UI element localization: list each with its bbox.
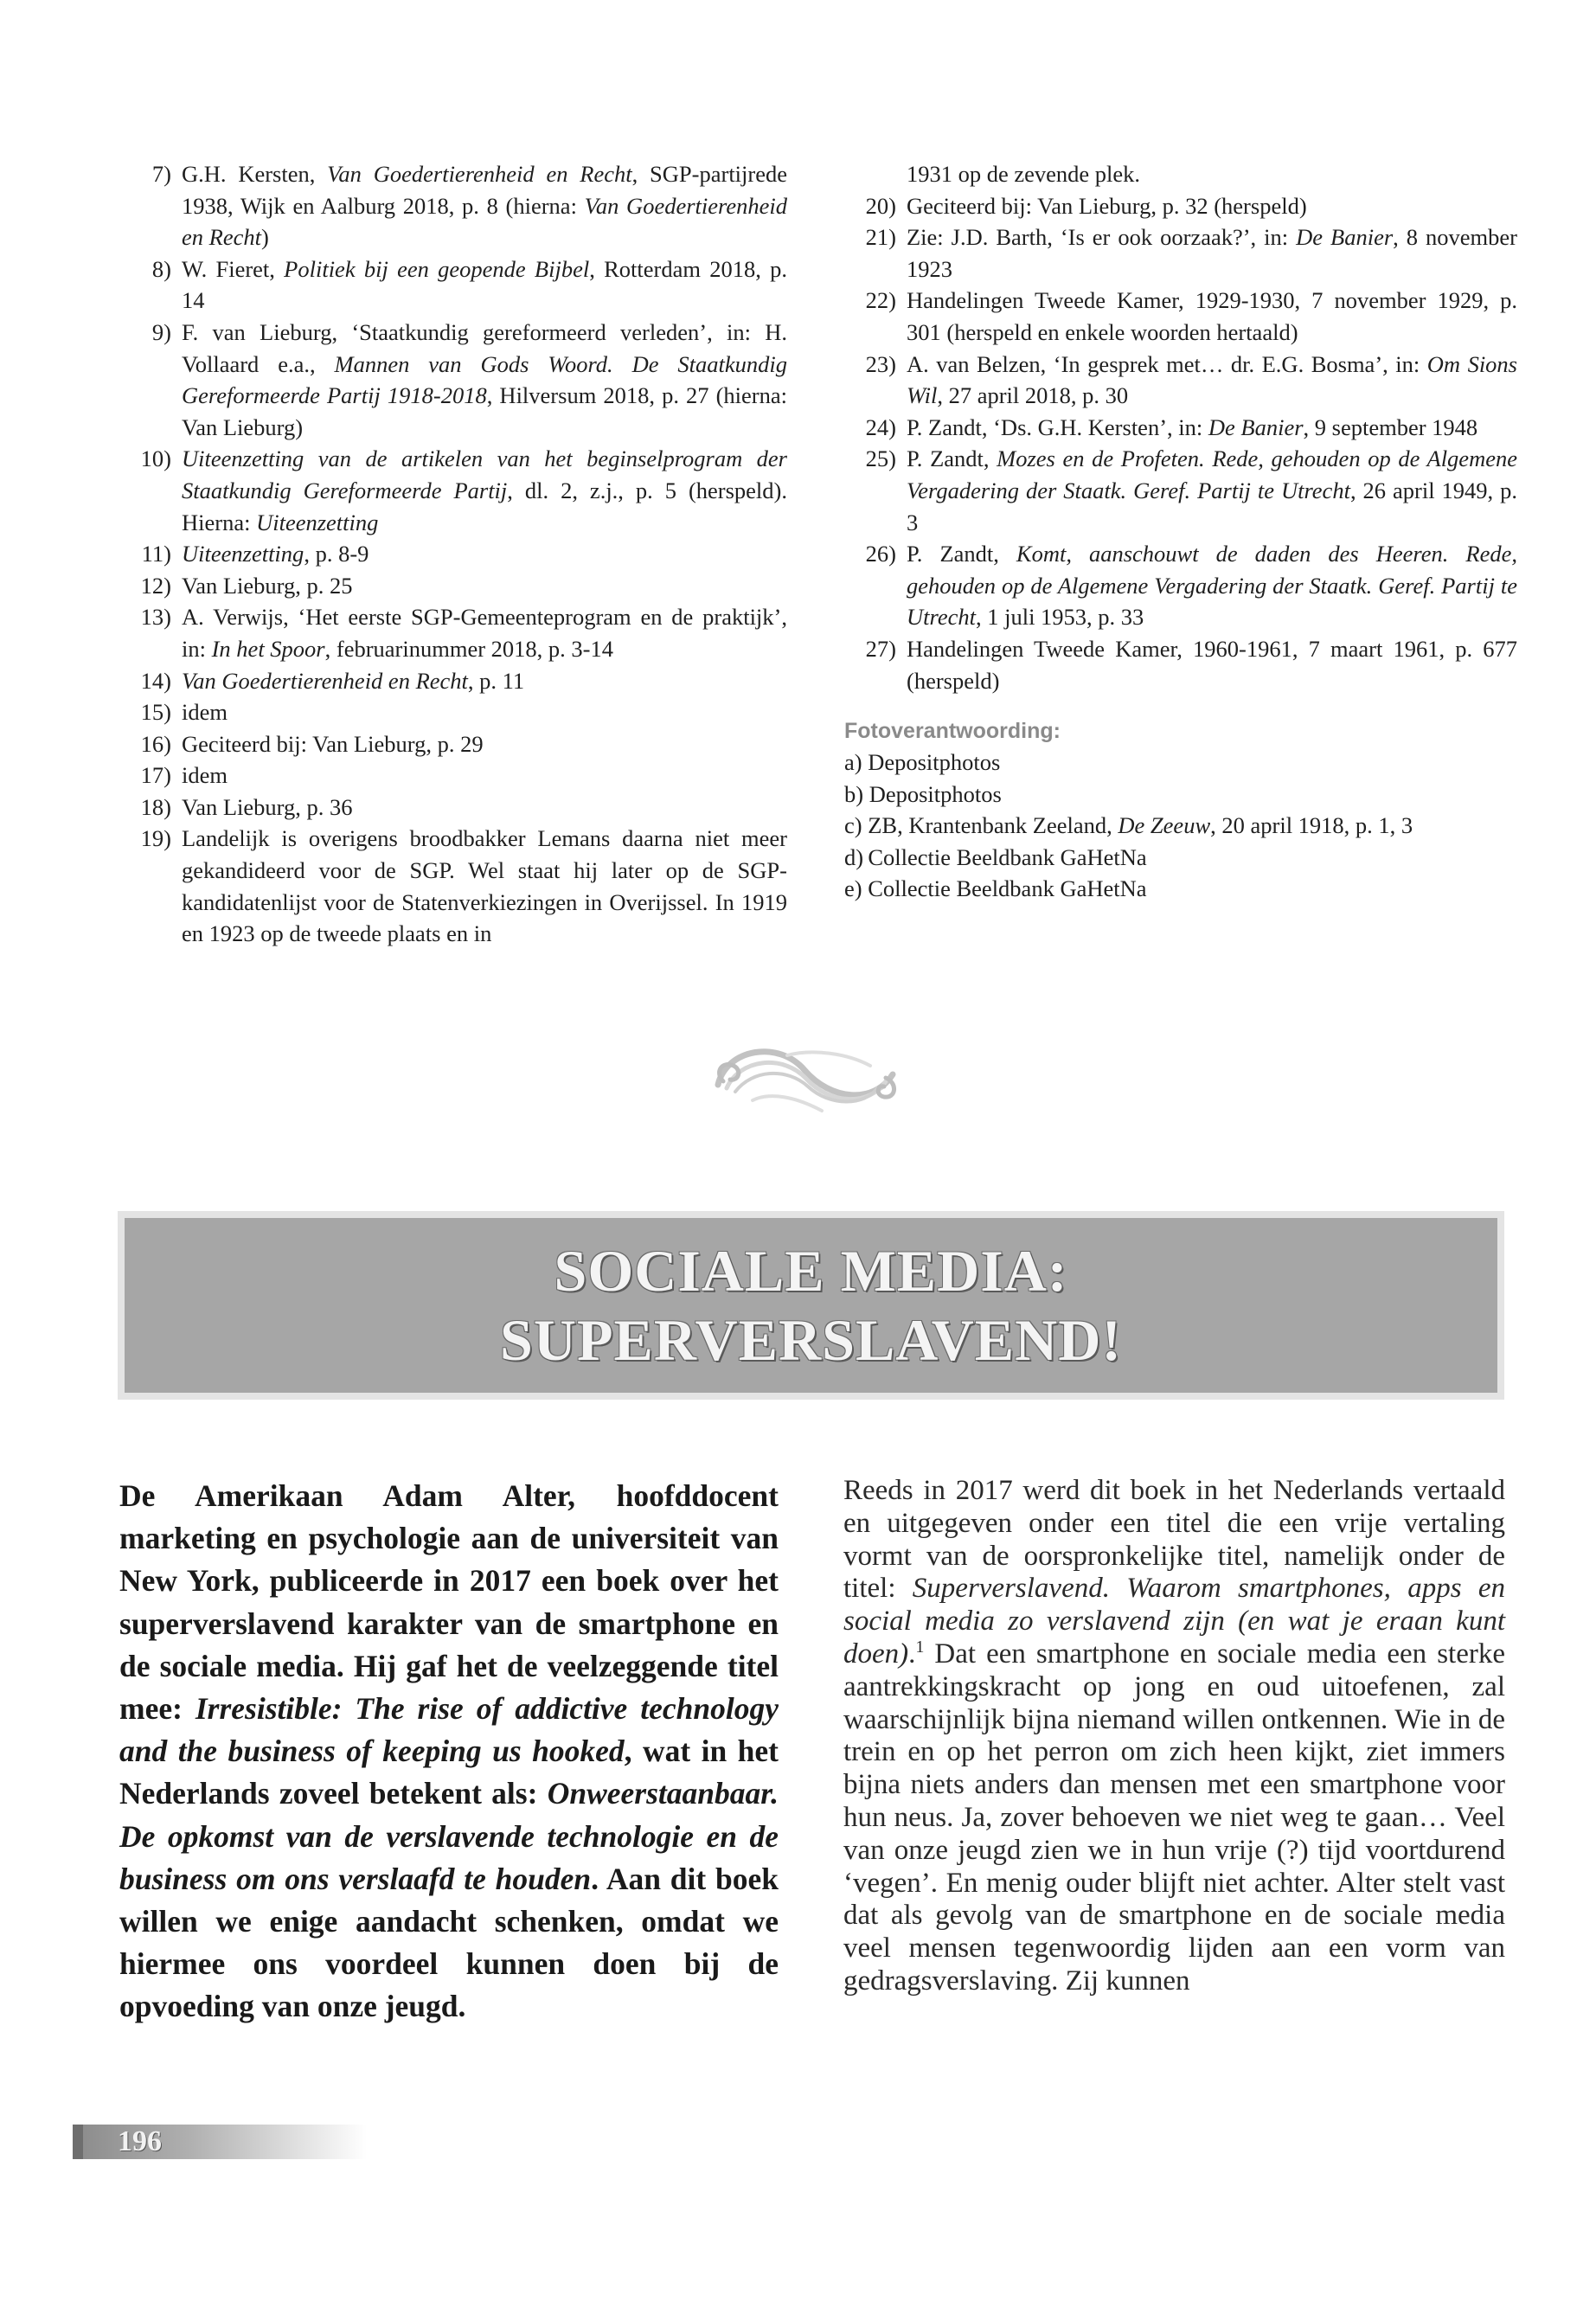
photo-credits xyxy=(844,715,1517,905)
article-body: Reeds in 2017 werd dit boek in het Nederlands vertaald en uitgegeven onder een titel die een vrije vertaling vormt van de oorspronkelijke titel, namelijk onder de titel: Superverslavend. Waarom smartphones, apps en social media zo verslavend zijn (en wat je eraan kunt doen).$^1$ Dat een smartphone en sociale media een sterke aantrekkingskracht op jong en oud uitoefenen, zal waarschijnlijk bijna niemand willen ontkennen. Wie in de trein en op het perron om zich heen kijkt, ziet immers bijna niets anders dan mensen met een smartphone voor hun neus. Ja, zover behoeven we niet weg te gaan… Veel van onze jeugd zien we in hun vrije (?) tijd voortdurend ‘vegen’. En menig ouder blijft niet achter. Alter stelt vast dat als gevolg van de smartphone en de sociale media veel mensen tegenwoordig lijden aan een vorm van gedragsverslaving. Zij kunnen xyxy=(843,1475,1505,1997)
page-number-accent xyxy=(73,2125,83,2159)
endnotes-right-column xyxy=(844,158,1517,905)
endnote-12 xyxy=(119,570,787,602)
endnote-number: 22) xyxy=(865,287,896,314)
endnote-number: 7) xyxy=(151,161,171,187)
endnote-27 xyxy=(844,633,1517,696)
endnote-22 xyxy=(844,285,1517,348)
endnote-text: Landelijk is overigens broodbakker Lemans daarna niet meer gekandideerd voor de SGP. Wel staat hij later op de SGP-kandidatenlijst voor de Statenverkiezingen in Overijssel. In 1919 en 1923 op de tweede plaats en in xyxy=(182,825,787,947)
endnote-text: Geciteerd bij: Van Lieburg, p. 29 xyxy=(182,730,484,757)
endnote-text: Zie: J.D. Barth, ‘Is er ook oorzaak?’, in: De Banier, 8 november 1923 xyxy=(907,224,1517,282)
endnotes-right-list xyxy=(844,190,1517,697)
photo-credit-item: d) Collectie Beeldbank GaHetNa xyxy=(844,843,1147,870)
endnote-number: 27) xyxy=(865,635,896,662)
endnote-number: 26) xyxy=(865,541,896,567)
section-title-banner xyxy=(118,1211,1504,1400)
endnote-number: 21) xyxy=(865,224,896,251)
section-title xyxy=(500,1236,1122,1375)
endnote-continuation: 1931 op de zevende plek. xyxy=(907,161,1141,187)
endnote-text: P. Zandt, ‘Ds. G.H. Kersten’, in: De Banier, 9 september 1948 xyxy=(907,413,1478,440)
endnote-number: 24) xyxy=(865,413,896,440)
endnotes-left-column xyxy=(119,158,787,950)
endnote-text: Van Lieburg, p. 25 xyxy=(182,572,353,599)
endnote-number: 12) xyxy=(140,572,171,599)
endnote-7 xyxy=(119,158,787,253)
endnote-number: 15) xyxy=(140,699,171,726)
endnote-number: 25) xyxy=(865,445,896,472)
endnote-number: 9) xyxy=(151,318,171,345)
article-intro: De Amerikaan Adam Alter, hoofddocent marketing en psychologie aan de universiteit van New York, publiceerde in 2017 een boek over het superverslavend karakter van de smartphone en de sociale media. Hij gaf het de veelzeggende titel mee: Irresistible: The rise of addictive technology and the business of keeping us hooked, wat in het Nederlands zoveel betekent als: Onweerstaanbaar. De opkomst van de verslavende technologie en de business om ons verslaafd te houden. Aan dit boek willen we enige aandacht schenken, omdat we hiermee ons voordeel kunnen doen bij de opvoeding van onze jeugd. xyxy=(119,1478,779,2024)
endnote-9 xyxy=(119,317,787,443)
endnote-text: Geciteerd bij: Van Lieburg, p. 32 (herspeld) xyxy=(907,192,1307,219)
endnote-10 xyxy=(119,443,787,538)
endnote-text: A. Verwijs, ‘Het eerste SGP-Gemeenteprogram en de praktijk’, in: In het Spoor, februarinummer 2018, p. 3-14 xyxy=(182,604,787,662)
photo-credit-item: c) ZB, Krantenbank Zeeland, De Zeeuw, 20 april 1918, p. 1, 3 xyxy=(844,812,1413,839)
endnote-text: W. Fieret, Politiek bij een geopende Bijbel, Rotterdam 2018, p. 14 xyxy=(182,255,787,314)
endnote-number: 8) xyxy=(151,255,171,282)
photo-credits-title: Fotoverantwoording: xyxy=(844,719,1061,744)
endnote-8 xyxy=(119,253,787,317)
endnote-21 xyxy=(844,221,1517,285)
endnote-text: A. van Belzen, ‘In gesprek met… dr. E.G. Bosma’, in: Om Sions Wil, 27 april 2018, p. 30 xyxy=(907,350,1517,409)
endnote-number: 11) xyxy=(141,541,171,567)
endnote-number: 16) xyxy=(140,730,171,757)
endnote-20 xyxy=(844,190,1517,222)
page-number: 196 xyxy=(118,2125,162,2157)
endnote-24 xyxy=(844,412,1517,444)
endnote-16 xyxy=(119,728,787,760)
photo-credit-item: e) Collectie Beeldbank GaHetNa xyxy=(844,875,1147,902)
endnote-25 xyxy=(844,443,1517,538)
endnote-19 xyxy=(119,823,787,949)
endnote-17 xyxy=(119,760,787,792)
endnote-18 xyxy=(119,792,787,824)
endnote-text: Van Goedertierenheid en Recht, p. 11 xyxy=(182,667,525,694)
endnote-15 xyxy=(119,696,787,728)
swirl-ornament-icon xyxy=(701,1031,908,1126)
endnote-text: P. Zandt, Komt, aanschouwt de daden des Heeren. Rede, gehouden op de Algemene Vergadering der Staatk. Geref. Partij te Utrecht, 1 juli 1953, p. 33 xyxy=(907,541,1517,631)
endnote-number: 17) xyxy=(140,762,171,789)
endnote-13 xyxy=(119,601,787,664)
endnote-23 xyxy=(844,349,1517,412)
endnote-text: Uiteenzetting van de artikelen van het beginselprogram der Staatkundig Gereformeerde Partij, dl. 2, z.j., p. 5 (herspeld). Hierna: Uiteenzetting xyxy=(182,445,787,535)
endnote-text: F. van Lieburg, ‘Staatkundig gereformeerd verleden’, in: H. Vollaard e.a., Mannen van Gods Woord. De Staatkundig Gereformeerde Partij 1918-2018, Hilversum 2018, p. 27 (hierna: Van Lieburg) xyxy=(182,318,787,440)
endnote-number: 18) xyxy=(140,793,171,820)
endnote-number: 20) xyxy=(865,192,896,219)
endnote-text: G.H. Kersten, Van Goedertierenheid en Recht, SGP-partijrede 1938, Wijk en Aalburg 2018, p. 8 (hierna: Van Goedertierenheid en Recht) xyxy=(182,161,788,251)
endnote-number: 13) xyxy=(140,604,171,631)
photo-credit-item: a) Depositphotos xyxy=(844,749,1001,776)
endnote-text: P. Zandt, Mozes en de Profeten. Rede, gehouden op de Algemene Vergadering der Staatk. Geref. Partij te Utrecht, 26 april 1949, p. 3 xyxy=(907,445,1517,535)
page-number-tab xyxy=(73,2125,367,2159)
endnote-text: Handelingen Tweede Kamer, 1929-1930, 7 november 1929, p. 301 (herspeld en enkele woorden hertaald) xyxy=(907,287,1517,345)
endnote-text: Van Lieburg, p. 36 xyxy=(182,793,353,820)
endnote-number: 19) xyxy=(140,825,171,852)
photo-credit-item: b) Depositphotos xyxy=(844,780,1002,807)
endnote-text: Uiteenzetting, p. 8-9 xyxy=(182,541,369,567)
endnote-number: 23) xyxy=(865,350,896,377)
endnote-26 xyxy=(844,538,1517,633)
photo-credits-list xyxy=(844,747,1517,905)
endnote-14 xyxy=(119,665,787,697)
endnote-text: Handelingen Tweede Kamer, 1960-1961, 7 maart 1961, p. 677 (herspeld) xyxy=(907,635,1517,694)
section-title-line-1: SOCIALE MEDIA: xyxy=(554,1238,1068,1304)
section-title-line-2: SUPERVERSLAVEND! xyxy=(500,1307,1122,1373)
endnote-number: 10) xyxy=(140,445,171,472)
section-title-panel xyxy=(125,1218,1497,1393)
endnote-text: idem xyxy=(182,762,228,789)
endnote-11 xyxy=(119,538,787,570)
endnote-text: idem xyxy=(182,699,228,726)
endnote-number: 14) xyxy=(140,667,171,694)
